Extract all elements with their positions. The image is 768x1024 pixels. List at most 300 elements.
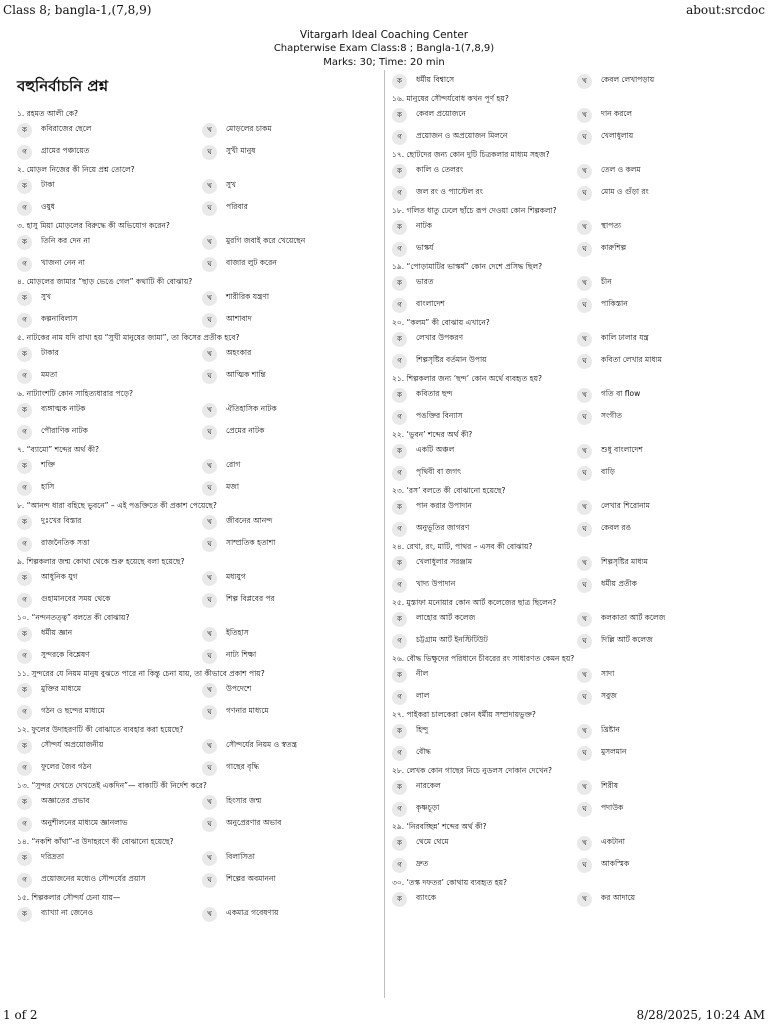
option-text: চট্টগ্রাম আর্ট ইনস্টিটিউট	[416, 635, 488, 644]
answer-option[interactable]	[17, 235, 202, 250]
option-letter-circle: গ	[17, 817, 32, 832]
option-text: ব্যাংকে	[416, 893, 437, 902]
answer-option[interactable]	[577, 556, 762, 571]
answer-option[interactable]	[577, 858, 762, 873]
answer-option[interactable]	[577, 500, 762, 515]
answer-option[interactable]	[17, 425, 202, 440]
answer-option[interactable]	[17, 817, 202, 832]
option-letter-circle: ক	[392, 780, 407, 795]
answer-option[interactable]	[577, 466, 762, 481]
answer-option[interactable]	[202, 179, 387, 194]
answer-option[interactable]	[392, 556, 577, 571]
answer-option[interactable]	[392, 332, 577, 347]
option-text: কেবল লেখাপড়ায়	[601, 75, 655, 84]
answer-option[interactable]	[202, 313, 387, 328]
option-text: কবিতার ছন্দ	[416, 389, 453, 398]
option-text: মোড়লের চাকম	[226, 124, 272, 133]
option-letter-circle: গ	[392, 746, 407, 761]
answer-option[interactable]	[577, 612, 762, 627]
option-letter-circle: ঘ	[202, 313, 217, 328]
option-letter-circle: ঘ	[202, 537, 217, 552]
option-letter-circle: খ	[577, 388, 592, 403]
answer-option[interactable]	[577, 522, 762, 537]
option-row	[17, 477, 387, 499]
option-letter-circle: খ	[577, 556, 592, 571]
option-text: কল্পনাবিলাস	[41, 314, 78, 323]
option-row	[392, 686, 762, 708]
answer-option[interactable]	[577, 444, 762, 459]
option-text: একটি অঞ্চল	[416, 445, 455, 454]
option-letter-circle: খ	[202, 459, 217, 474]
answer-option[interactable]	[392, 612, 577, 627]
question-block	[392, 878, 762, 910]
option-letter-circle: ক	[392, 388, 407, 403]
question-block	[17, 333, 387, 387]
option-text: কবিতা লেখার মাধ্যম	[601, 355, 662, 364]
question-block	[17, 445, 387, 499]
answer-option[interactable]	[202, 403, 387, 418]
answer-option[interactable]	[577, 298, 762, 313]
option-text: কেবল প্রয়োজনে	[416, 109, 466, 118]
answer-option[interactable]	[202, 369, 387, 384]
option-letter-circle: ঘ	[577, 130, 592, 145]
option-letter-circle: ক	[392, 724, 407, 739]
option-text: মজা	[226, 482, 240, 491]
option-text: স্থাপত্য	[601, 221, 622, 230]
answer-option[interactable]	[202, 257, 387, 272]
question-block	[17, 165, 387, 219]
answer-option[interactable]	[202, 683, 387, 698]
question-text: ২৪. রেখা, রং, মাটি, পাথর – এসব কী বোঝায়?	[392, 542, 533, 551]
right-column	[392, 70, 762, 912]
question-text: ২৭. পাইকরা চালকেরা কোন ধর্মীয় সম্প্রদায়ভুক্ত?	[392, 710, 536, 719]
option-text: খাজনা নেন না	[41, 258, 85, 267]
answer-option[interactable]	[17, 627, 202, 642]
option-row	[392, 272, 762, 294]
answer-option[interactable]	[17, 593, 202, 608]
answer-option[interactable]	[577, 74, 762, 89]
question-text: ৩০. ‘তস্ক দফতর’ কোথায় ব্যবহৃত হয়?	[392, 878, 508, 887]
answer-option[interactable]	[202, 425, 387, 440]
option-letter-circle: খ	[577, 836, 592, 851]
answer-option[interactable]	[17, 739, 202, 754]
answer-option[interactable]	[392, 388, 577, 403]
answer-option[interactable]	[202, 347, 387, 362]
answer-option[interactable]	[577, 724, 762, 739]
answer-option[interactable]	[392, 74, 577, 89]
answer-option[interactable]	[392, 298, 577, 313]
option-letter-circle: গ	[392, 298, 407, 313]
option-letter-circle: গ	[17, 705, 32, 720]
option-letter-circle: গ	[392, 186, 407, 201]
answer-option[interactable]	[392, 130, 577, 145]
answer-option[interactable]	[577, 354, 762, 369]
answer-option[interactable]	[577, 186, 762, 201]
option-letter-circle: গ	[17, 369, 32, 384]
option-letter-circle: ঘ	[577, 858, 592, 873]
answer-option[interactable]	[17, 369, 202, 384]
answer-option[interactable]	[202, 761, 387, 776]
answer-option[interactable]	[577, 220, 762, 235]
option-row	[17, 623, 387, 645]
option-text: গণনার মাধ্যমে	[226, 706, 269, 715]
option-row	[392, 742, 762, 764]
option-letter-circle: খ	[577, 108, 592, 123]
option-text: টাকা	[41, 180, 55, 189]
option-text: সাম্প্রতিক হতাশা	[226, 538, 276, 547]
option-letter-circle: ঘ	[577, 410, 592, 425]
option-letter-circle: ক	[17, 683, 32, 698]
answer-option[interactable]	[392, 410, 577, 425]
option-row	[392, 440, 762, 462]
option-row	[17, 365, 387, 387]
option-letter-circle: গ	[392, 522, 407, 537]
answer-option[interactable]	[17, 649, 202, 664]
answer-option[interactable]	[17, 459, 202, 474]
question-block	[392, 654, 762, 708]
answer-option[interactable]	[17, 291, 202, 306]
answer-option[interactable]	[17, 313, 202, 328]
answer-option[interactable]	[17, 907, 202, 922]
question-block	[17, 613, 387, 667]
answer-option[interactable]	[202, 873, 387, 888]
question-text: ১৭. ছোটদের জন্য কোন দুটি চিত্রকলার মাধ্যম সহজ?	[392, 150, 550, 159]
answer-option[interactable]	[202, 571, 387, 586]
answer-option[interactable]	[392, 186, 577, 201]
option-text: লেখার শিরোনাম	[601, 501, 650, 510]
answer-option[interactable]	[202, 795, 387, 810]
option-text: মমতা	[41, 370, 58, 379]
option-letter-circle: খ	[202, 403, 217, 418]
answer-option[interactable]	[392, 690, 577, 705]
answer-option[interactable]	[577, 388, 762, 403]
option-text: প্রয়োজন ও অপ্রয়োজন মিলনে	[416, 131, 508, 140]
question-text: ১৯. “পোড়ামাটির ভাস্কর্য” কোন দেশে প্রসিদ্ধ ছিল?	[392, 262, 543, 271]
option-letter-circle: ঘ	[577, 298, 592, 313]
answer-option[interactable]	[392, 354, 577, 369]
option-row	[17, 589, 387, 611]
answer-option[interactable]	[17, 481, 202, 496]
option-text: পঙক্তির বিন্যাস	[416, 411, 463, 420]
option-letter-circle: ঘ	[202, 481, 217, 496]
option-text: শিল্প বিপ্লবের পর	[226, 594, 275, 603]
option-row	[392, 182, 762, 204]
option-row	[17, 343, 387, 365]
option-letter-circle: খ	[202, 627, 217, 642]
question-text: ১০. “নন্দনতত্ত্ব” বলতে কী বোঝায়?	[17, 613, 130, 622]
answer-option[interactable]	[17, 851, 202, 866]
answer-option[interactable]	[392, 242, 577, 257]
answer-option[interactable]	[202, 627, 387, 642]
answer-option[interactable]	[392, 780, 577, 795]
option-text: জল রং ও প্যাস্টেল রং	[416, 187, 483, 196]
option-text: অহংকার	[226, 348, 252, 357]
option-letter-circle: ক	[392, 444, 407, 459]
option-letter-circle: খ	[577, 892, 592, 907]
answer-option[interactable]	[17, 403, 202, 418]
option-row	[392, 832, 762, 854]
question-text: ১১. সুন্দরের যে নিয়ম মানুষ বুঝতে পারে না কিন্তু চেনা যায়, তা কীভাবে প্রকাশ পায়?	[17, 669, 265, 678]
option-letter-circle: ক	[392, 892, 407, 907]
option-letter-circle: ঘ	[202, 425, 217, 440]
question-text: ১৮. গলিত ধাতু ঢেলে ছাঁচে রূপ দেওয়া কোন শিল্পকলা?	[392, 206, 557, 215]
option-letter-circle: গ	[392, 410, 407, 425]
answer-option[interactable]	[392, 522, 577, 537]
answer-option[interactable]	[392, 892, 577, 907]
question-text: ২৯. ‘নিরবচ্ছিন্ন’ শব্দের অর্থ কী?	[392, 822, 487, 831]
left-column	[17, 70, 387, 927]
option-letter-circle: খ	[202, 739, 217, 754]
option-text: নারকেল	[416, 781, 441, 790]
answer-option[interactable]	[202, 649, 387, 664]
answer-option[interactable]	[577, 410, 762, 425]
answer-option[interactable]	[202, 537, 387, 552]
question-text: ১৩. “সুন্দর দেখতে দেখতেই একদিন”— বাক্যটি কী নির্দেশ করে?	[17, 781, 207, 790]
answer-option[interactable]	[202, 459, 387, 474]
option-text: ফুলের জৈব গঠন	[41, 762, 92, 771]
question-block	[392, 430, 762, 484]
answer-option[interactable]	[392, 164, 577, 179]
option-letter-circle: ঘ	[577, 578, 592, 593]
option-text: হিন্দু	[416, 725, 429, 734]
question-block	[392, 598, 762, 652]
answer-option[interactable]	[392, 802, 577, 817]
answer-option[interactable]	[577, 276, 762, 291]
option-row	[17, 679, 387, 701]
option-row	[392, 854, 762, 876]
answer-option[interactable]	[392, 724, 577, 739]
answer-option[interactable]	[577, 780, 762, 795]
answer-option[interactable]	[392, 108, 577, 123]
option-row	[392, 798, 762, 820]
option-letter-circle: ক	[17, 235, 32, 250]
option-text: অজ্ঞাতের প্রভাব	[41, 796, 90, 805]
option-letter-circle: ঘ	[202, 201, 217, 216]
answer-option[interactable]	[392, 500, 577, 515]
answer-option[interactable]	[17, 705, 202, 720]
browser-header-left: Class 8; bangla-1,(7,8,9)	[3, 3, 152, 17]
option-letter-circle: খ	[202, 515, 217, 530]
answer-option[interactable]	[17, 571, 202, 586]
option-text: পৃথিবী বা জগৎ	[416, 467, 462, 476]
chapter-info: Chapterwise Exam Class:8 ; Bangla-1(7,8,9)	[273, 43, 495, 54]
browser-header-right: about:srcdoc	[686, 3, 765, 17]
answer-option[interactable]	[392, 466, 577, 481]
answer-option[interactable]	[17, 761, 202, 776]
question-text: ২৫. মুস্তাফা মনোয়ার কোন আর্ট কলেজের ছাত্র ছিলেন?	[392, 598, 557, 607]
answer-option[interactable]	[202, 123, 387, 138]
question-block	[17, 389, 387, 443]
question-block	[392, 206, 762, 260]
option-letter-circle: ঘ	[202, 257, 217, 272]
answer-option[interactable]	[202, 515, 387, 530]
option-letter-circle: গ	[17, 593, 32, 608]
option-letter-circle: গ	[392, 242, 407, 257]
option-letter-circle: খ	[202, 571, 217, 586]
question-block	[392, 150, 762, 204]
answer-option[interactable]	[202, 481, 387, 496]
answer-option[interactable]	[392, 836, 577, 851]
option-text: একটানা	[601, 837, 625, 846]
answer-option[interactable]	[577, 668, 762, 683]
answer-option[interactable]	[202, 593, 387, 608]
question-text: ২৮. লেখক কোন গাছের নিচে নুডলস দোকান দেখেন?	[392, 766, 552, 775]
question-block	[392, 710, 762, 764]
answer-option[interactable]	[392, 746, 577, 761]
answer-option[interactable]	[392, 668, 577, 683]
option-letter-circle: ঘ	[577, 242, 592, 257]
option-text: সুখী মানুষ	[226, 146, 256, 155]
answer-option[interactable]	[392, 220, 577, 235]
option-row	[392, 216, 762, 238]
option-text: মোম ও গুঁড়া রং	[601, 187, 649, 196]
option-letter-circle: খ	[577, 332, 592, 347]
question-block	[17, 893, 387, 925]
option-letter-circle: ক	[17, 403, 32, 418]
answer-option[interactable]	[577, 836, 762, 851]
option-row	[17, 197, 387, 219]
answer-option[interactable]	[392, 858, 577, 873]
option-row	[17, 309, 387, 331]
answer-option[interactable]	[17, 257, 202, 272]
answer-option[interactable]	[577, 130, 762, 145]
question-text: ১৫. শিল্পকলার সৌন্দর্য চেনা যায়—	[17, 893, 121, 902]
option-row	[17, 757, 387, 779]
answer-option[interactable]	[202, 817, 387, 832]
option-text: গ্রামের পঞ্চায়েত	[41, 146, 90, 155]
option-row	[17, 231, 387, 253]
option-letter-circle: খ	[577, 612, 592, 627]
option-text: কারুশিল্প	[601, 243, 627, 252]
question-block	[392, 486, 762, 540]
answer-option[interactable]	[202, 907, 387, 922]
option-text: লাহোর আর্ট কলেজ	[416, 613, 476, 622]
answer-option[interactable]	[202, 201, 387, 216]
option-text: থেমে থেমে	[416, 837, 449, 846]
answer-option[interactable]	[17, 795, 202, 810]
question-block	[17, 669, 387, 723]
option-letter-circle: ক	[17, 907, 32, 922]
option-text: অনুপ্রেরণার অভাব	[226, 818, 282, 827]
option-text: শারীরিক যন্ত্রণা	[226, 292, 270, 301]
option-text: শক্তি	[41, 460, 55, 469]
option-text: খাদ্য উপাদান	[416, 579, 456, 588]
answer-option[interactable]	[202, 851, 387, 866]
option-letter-circle: ক	[392, 332, 407, 347]
option-text: পদাউক	[601, 803, 624, 812]
answer-option[interactable]	[202, 291, 387, 306]
question-block	[17, 221, 387, 275]
option-text: সৌন্দর্য অপ্রয়োজনীয়	[41, 740, 104, 749]
option-text: টাকার	[41, 348, 59, 357]
option-letter-circle: ক	[392, 556, 407, 571]
answer-option[interactable]	[202, 705, 387, 720]
answer-option[interactable]	[577, 332, 762, 347]
option-letter-circle: খ	[577, 780, 592, 795]
answer-option[interactable]	[577, 690, 762, 705]
answer-option[interactable]	[202, 739, 387, 754]
answer-option[interactable]	[392, 444, 577, 459]
question-block	[17, 557, 387, 611]
option-row	[392, 552, 762, 574]
option-text: নীল	[416, 669, 429, 678]
answer-option[interactable]	[577, 578, 762, 593]
answer-option[interactable]	[577, 634, 762, 649]
answer-option[interactable]	[17, 515, 202, 530]
option-letter-circle: গ	[392, 634, 407, 649]
option-letter-circle: ঘ	[202, 145, 217, 160]
option-letter-circle: গ	[17, 257, 32, 272]
answer-option[interactable]	[392, 276, 577, 291]
option-text: রাজনৈতিক সত্তা	[41, 538, 90, 547]
option-row	[392, 574, 762, 596]
option-letter-circle: ঘ	[577, 466, 592, 481]
answer-option[interactable]	[17, 347, 202, 362]
option-text: দুঃখের বিস্তার	[41, 516, 82, 525]
option-text: পাকিস্তান	[601, 299, 628, 308]
answer-option[interactable]	[577, 108, 762, 123]
question-block	[392, 374, 762, 428]
answer-option[interactable]	[17, 145, 202, 160]
option-letter-circle: গ	[392, 130, 407, 145]
answer-option[interactable]	[17, 201, 202, 216]
option-row	[17, 119, 387, 141]
option-text: নাটক	[416, 221, 432, 230]
option-text: মুরগি জবাই করে খেয়েছেন	[226, 236, 306, 245]
answer-option[interactable]	[577, 164, 762, 179]
option-letter-circle: ক	[392, 836, 407, 851]
question-block	[17, 277, 387, 331]
question-text: ১৪. “নকশি কাঁথা”-র উদাহরণে কী বোঝানো হয়েছে?	[17, 837, 174, 846]
answer-option[interactable]	[392, 634, 577, 649]
option-row	[17, 869, 387, 891]
answer-option[interactable]	[202, 145, 387, 160]
option-letter-circle: ঘ	[577, 802, 592, 817]
option-text: কেবল রঙ	[601, 523, 632, 532]
question-text: ৯. শিল্পকলার জন্ম কোথা থেকে শুরু হয়েছে বলা হয়েছে?	[17, 557, 185, 566]
option-letter-circle: গ	[17, 425, 32, 440]
option-text: মধ্যযুগ	[226, 572, 246, 581]
option-letter-circle: ক	[17, 795, 32, 810]
answer-option[interactable]	[577, 802, 762, 817]
answer-option[interactable]	[17, 179, 202, 194]
option-text: কর আদায়ে	[601, 893, 636, 902]
answer-option[interactable]	[577, 242, 762, 257]
option-row	[17, 847, 387, 869]
option-text: সুন্দরকে বিশ্লেষণ	[41, 650, 90, 659]
option-text: আধুনিক যুগ	[41, 572, 78, 581]
option-text: বিলাসিতা	[226, 852, 255, 861]
answer-option[interactable]	[392, 578, 577, 593]
answer-option[interactable]	[17, 873, 202, 888]
answer-option[interactable]	[17, 123, 202, 138]
answer-option[interactable]	[577, 746, 762, 761]
answer-option[interactable]	[577, 892, 762, 907]
question-text: ৫. নাটকের নাম যদি রাখা হয় “সুখী মানুষের জামা”, তা কিসের প্রতীক হবে?	[17, 333, 240, 342]
option-text: সৌন্দর্যের নিয়ম ও স্বতন্ত্র	[226, 740, 297, 749]
exam-header	[0, 28, 768, 70]
option-row	[392, 238, 762, 260]
option-letter-circle: খ	[577, 74, 592, 89]
option-letter-circle: গ	[17, 145, 32, 160]
option-letter-circle: ঘ	[577, 634, 592, 649]
option-letter-circle: খ	[202, 907, 217, 922]
answer-option[interactable]	[17, 683, 202, 698]
answer-option[interactable]	[17, 537, 202, 552]
option-letter-circle: ক	[392, 164, 407, 179]
option-text: মুসলমান	[601, 747, 627, 756]
answer-option[interactable]	[202, 235, 387, 250]
